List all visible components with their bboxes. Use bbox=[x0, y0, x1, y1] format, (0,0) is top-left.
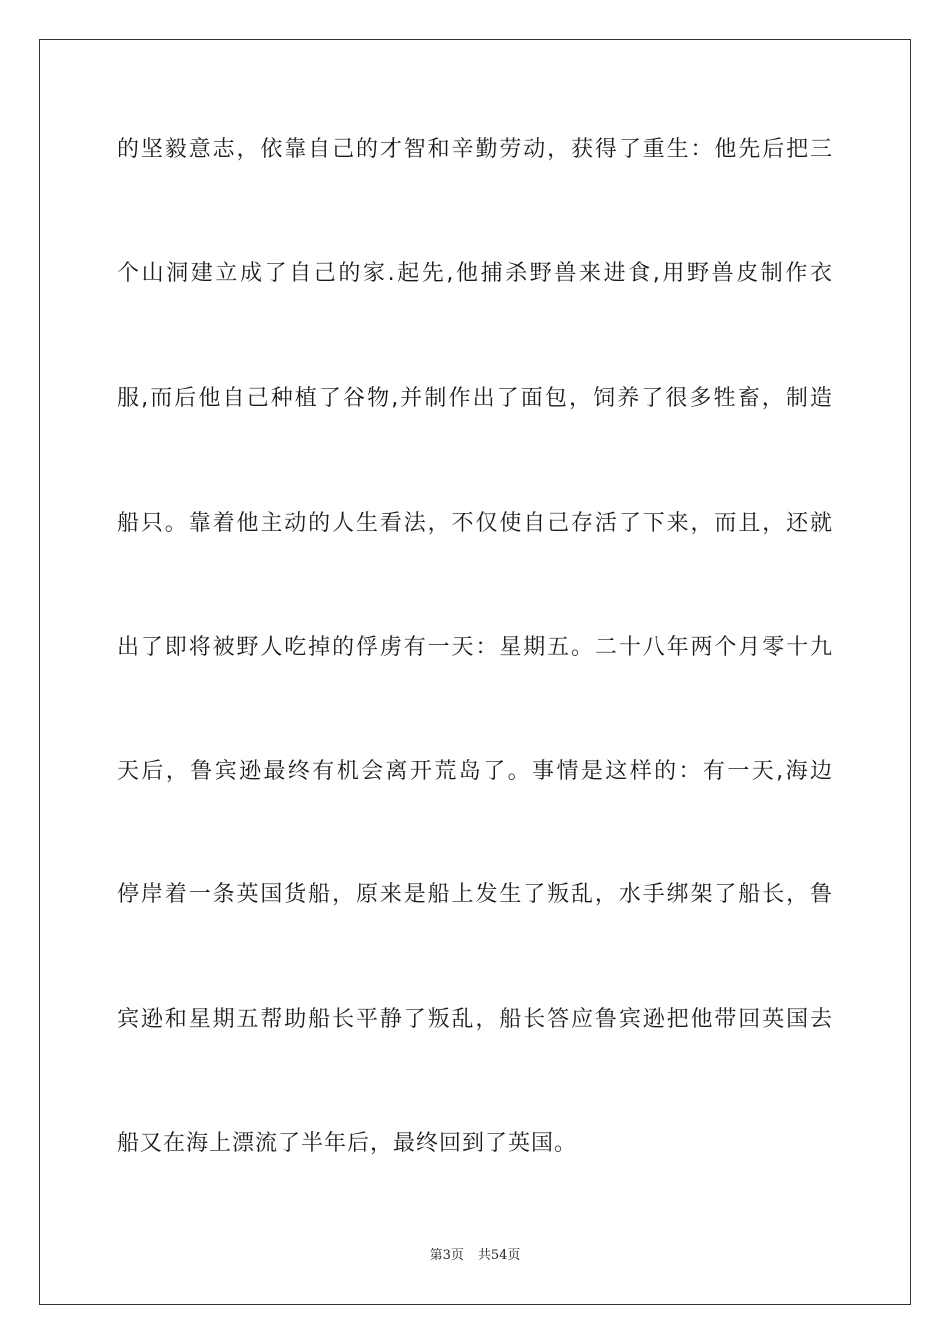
body-text-line: 天后，鲁宾逊最终有机会离开荒岛了。事情是这样的：有一天,海边 bbox=[117, 759, 833, 784]
body-text-line: 宾逊和星期五帮助船长平静了叛乱，船长答应鲁宾逊把他带回英国去 bbox=[117, 1007, 833, 1032]
page-border bbox=[39, 39, 911, 1305]
body-text-line: 停岸着一条英国货船，原来是船上发生了叛乱，水手绑架了船长，鲁 bbox=[117, 882, 833, 907]
body-text-line: 出了即将被野人吃掉的俘虏有一天：星期五。二十八年两个月零十九 bbox=[117, 635, 833, 660]
page-footer bbox=[0, 1248, 950, 1264]
body-text-line: 船又在海上漂流了半年后，最终回到了英国。 bbox=[117, 1131, 578, 1156]
body-text-line: 服,而后他自己种植了谷物,并制作出了面包，饲养了很多牲畜，制造 bbox=[117, 386, 833, 411]
body-text-line: 的坚毅意志，依靠自己的才智和辛勤劳动，获得了重生：他先后把三 bbox=[117, 137, 833, 162]
page-total: 共54页 bbox=[477, 1248, 521, 1263]
page-number: 第3页 bbox=[429, 1248, 464, 1263]
body-text-line: 个山洞建立成了自己的家.起先,他捕杀野兽来进食,用野兽皮制作衣 bbox=[117, 261, 833, 286]
body-text-line: 船只。靠着他主动的人生看法，不仅使自己存活了下来，而且，还就 bbox=[117, 511, 833, 536]
